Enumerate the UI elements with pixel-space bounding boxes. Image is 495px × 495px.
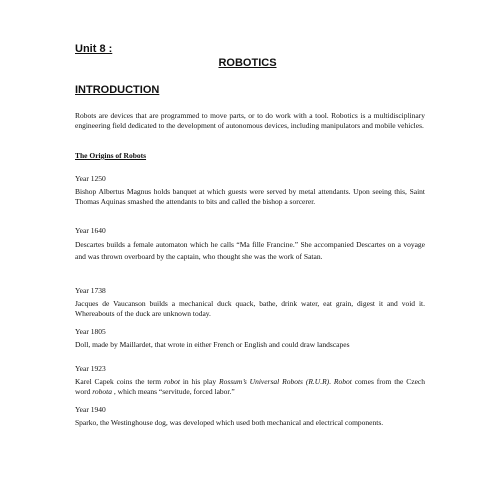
timeline-entry-1640 xyxy=(75,226,425,263)
document-title xyxy=(0,57,495,69)
entry-text: Descartes builds a female automaton which he calls “Ma fille Francine.” She accompanied Descartes on a voyage and was thrown overboard by the captain, who thought she was the work of Satan. xyxy=(75,240,425,261)
entry-year: Year 1250 xyxy=(75,174,106,183)
entry-text-part: . xyxy=(329,377,334,386)
entry-year: Year 1640 xyxy=(75,226,106,235)
timeline-entry-1923 xyxy=(75,364,425,396)
entry-text: Jacques de Vaucanson builds a mechanical duck quack, bathe, drink water, eat grain, digest it and void it. Whereabouts of the duck are unknown today. xyxy=(75,299,425,318)
entry-text-italic: robota xyxy=(92,386,113,396)
entry-text: Doll, made by Maillardet, that wrote in either French or English and could draw landscapes xyxy=(75,340,350,349)
timeline-entry-1250 xyxy=(75,174,425,206)
entry-text-part: comes from the Czech word xyxy=(75,377,426,396)
entry-text-part: , which means “servitude, forced labor.” xyxy=(112,386,235,396)
entry-text: Bishop Albertus Magnus holds banquet at which guests were served by metal attendants. Upon seeing this, Saint Thomas Aquinas smashed the attendants to bits and called the bishop a sorcerer. xyxy=(75,187,425,206)
entry-text-italic: robot xyxy=(163,377,180,386)
origins-heading: The Origins of Robots xyxy=(75,151,147,160)
entry-year: Year 1923 xyxy=(75,364,106,373)
timeline-entry-1940 xyxy=(75,405,425,428)
entry-text-italic: Rossum’s Universal Robots (R.U.R) xyxy=(218,377,330,386)
entry-text-part: in his play xyxy=(179,377,219,386)
intro-paragraph: Robots are devices that are programmed to move parts, or to do work with a tool. Robotics is a multidisciplinary engineering field dedicated to the development of autonomous devices, including manipulators and mobile vehicles. xyxy=(75,111,425,130)
entry-text: Sparko, the Westinghouse dog, was developed which used both mechanical and electrical components. xyxy=(75,418,384,427)
entry-year: Year 1940 xyxy=(75,405,106,414)
timeline-entry-1805 xyxy=(75,327,425,350)
entry-year: Year 1738 xyxy=(75,286,106,295)
entry-text xyxy=(75,377,425,396)
document-title-text: ROBOTICS xyxy=(218,57,277,69)
entry-text-part: Karel Capek coins the term xyxy=(75,377,164,386)
entry-year: Year 1805 xyxy=(75,327,106,336)
timeline-entry-1738 xyxy=(75,286,425,318)
entry-text-italic: Robot xyxy=(333,377,352,386)
unit-label: Unit 8 : xyxy=(75,43,113,55)
section-heading: INTRODUCTION xyxy=(75,84,160,96)
